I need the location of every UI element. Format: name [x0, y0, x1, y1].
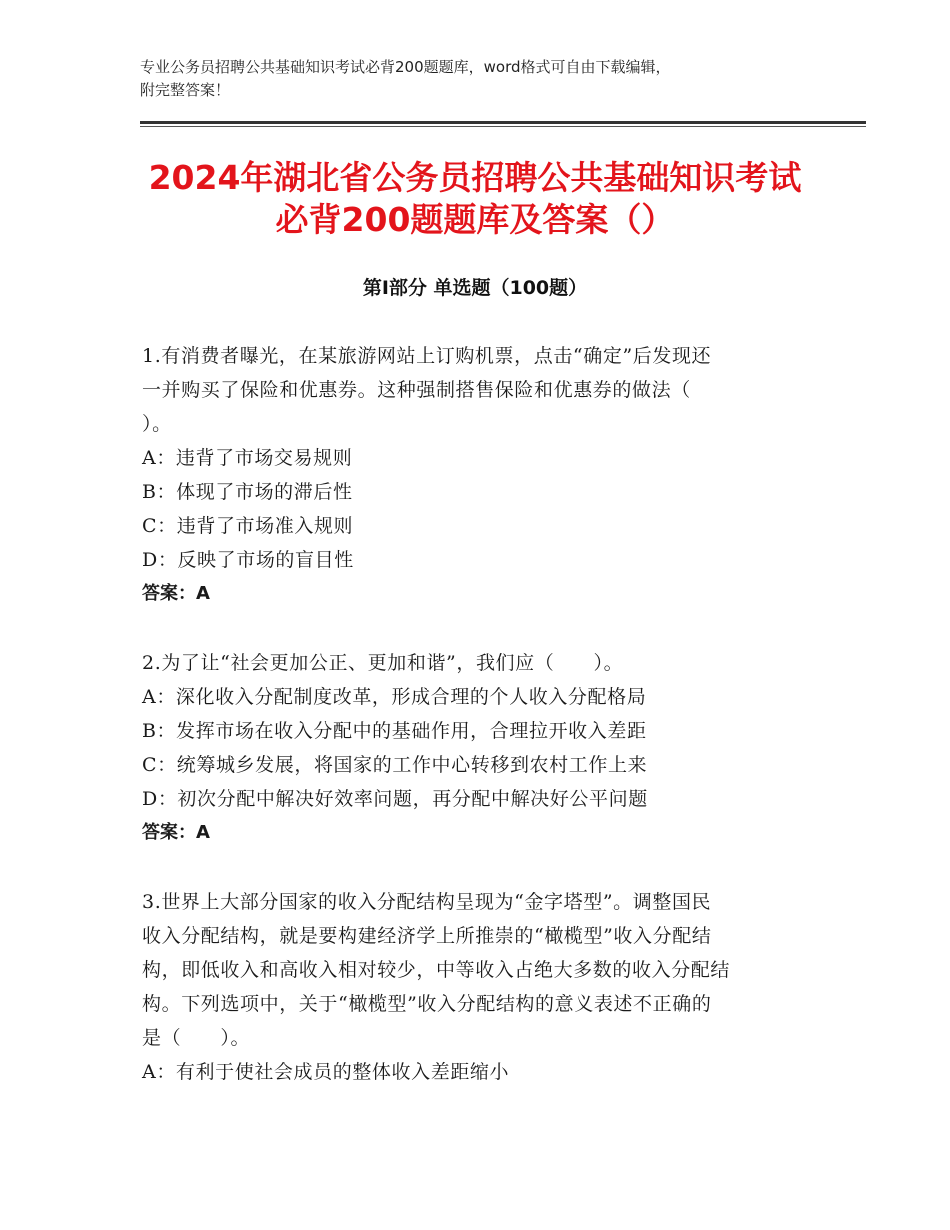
- question-stem: [142, 646, 802, 680]
- question-stem-line: 2.为了让“社会更加公正、更加和谐”，我们应（ ）。: [142, 652, 624, 674]
- question-stem-line: 收入分配结构，就是要构建经济学上所推崇的“橄榄型”收入分配结: [142, 925, 712, 947]
- question-stem-line: ）。: [142, 413, 172, 435]
- question-3: [142, 885, 802, 1089]
- header-divider-thin: [140, 126, 866, 127]
- section-heading: 第I部分 单选题（100题）: [362, 277, 588, 299]
- question-stem: [142, 885, 802, 1055]
- question-stem-line: 构，即低收入和高收入相对较少，中等收入占绝大多数的收入分配结: [142, 959, 731, 981]
- option-a: A：有利于使社会成员的整体收入差距缩小: [142, 1061, 510, 1083]
- document-title: [100, 157, 850, 241]
- question-stem-line: 一并购买了保险和优惠券。这种强制搭售保险和优惠券的做法（: [142, 379, 691, 401]
- question-1: [142, 339, 802, 611]
- document-title-line: 必背200题题库及答案（）: [275, 200, 675, 239]
- question-2: [142, 646, 802, 850]
- option-a: A：违背了市场交易规则: [142, 447, 353, 469]
- option-c: C：统筹城乡发展，将国家的工作中心转移到农村工作上来: [142, 754, 648, 776]
- option-d: D：初次分配中解决好效率问题，再分配中解决好公平问题: [142, 788, 648, 810]
- question-stem-line: 3.世界上大部分国家的收入分配结构呈现为“金字塔型”。调整国民: [142, 891, 712, 913]
- answer: 答案：A: [142, 583, 210, 604]
- document-title-line: 2024年湖北省公务员招聘公共基础知识考试: [148, 158, 802, 197]
- question-stem-line: 是（ ）。: [142, 1027, 251, 1049]
- header-note-line: 专业公务员招聘公共基础知识考试必背200题题库，word格式可自由下载编辑，: [140, 58, 671, 76]
- option-b: B：发挥市场在收入分配中的基础作用，合理拉开收入差距: [142, 720, 647, 742]
- question-stem: [142, 339, 802, 441]
- option-b: B：体现了市场的滞后性: [142, 481, 353, 503]
- option-d: D：反映了市场的盲目性: [142, 549, 354, 571]
- header-divider: [140, 121, 866, 124]
- option-c: C：违背了市场准入规则: [142, 515, 354, 537]
- question-stem-line: 构。下列选项中，关于“橄榄型”收入分配结构的意义表述不正确的: [142, 993, 712, 1015]
- question-stem-line: 1.有消费者曝光，在某旅游网站上订购机票，点击“确定”后发现还: [142, 345, 712, 367]
- header-note-line: 附完整答案！: [140, 81, 231, 99]
- header-note: [140, 56, 820, 102]
- option-a: A：深化收入分配制度改革，形成合理的个人收入分配格局: [142, 686, 647, 708]
- answer: 答案：A: [142, 822, 210, 843]
